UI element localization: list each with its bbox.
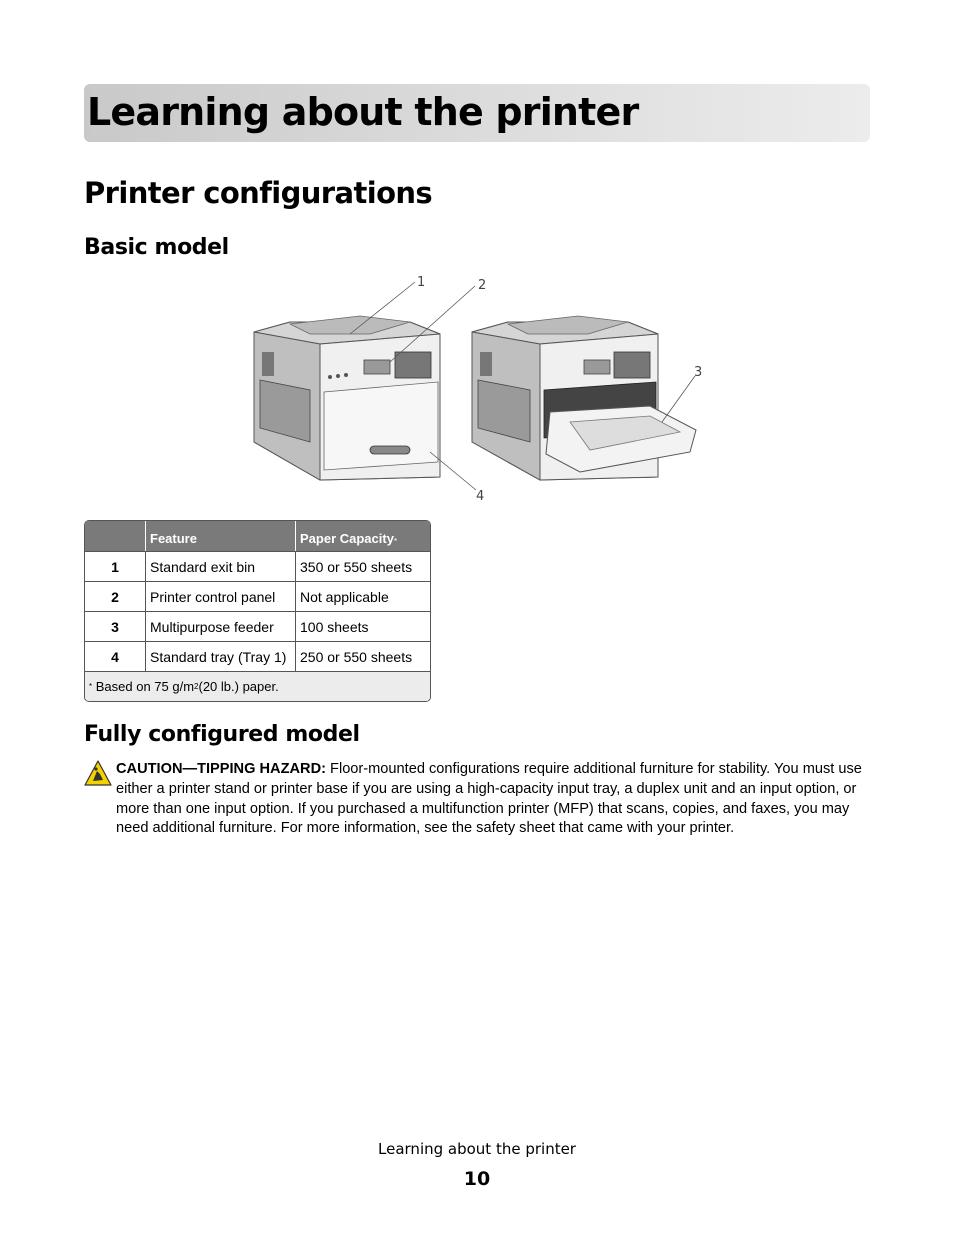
- printer-illustration: [250, 272, 710, 504]
- printer-open-feeder-image: [472, 316, 696, 480]
- row-feature: Printer control panel: [145, 582, 295, 611]
- callout-3: 3: [694, 365, 703, 380]
- header-feature: Feature: [145, 521, 295, 551]
- table-row: [85, 641, 430, 671]
- footer-chapter-label: Learning about the printer: [378, 1140, 576, 1158]
- row-number: 1: [111, 558, 119, 575]
- table-row: [85, 551, 430, 581]
- feature-table: [84, 520, 431, 702]
- row-number: 3: [111, 618, 119, 635]
- header-paper-capacity: Paper Capacity *: [295, 521, 430, 551]
- row-number: 2: [111, 588, 119, 605]
- warning-triangle-icon: [84, 760, 112, 786]
- row-capacity: 350 or 550 sheets: [295, 552, 430, 581]
- callout-4: 4: [476, 489, 485, 504]
- table-header-row: [85, 521, 430, 551]
- fully-configured-heading: Fully configured model: [84, 722, 360, 747]
- callout-2: 2: [478, 278, 487, 293]
- footnote-marker: *: [393, 537, 398, 546]
- row-feature: Standard exit bin: [145, 552, 295, 581]
- table-row: [85, 611, 430, 641]
- row-capacity: 100 sheets: [295, 612, 430, 641]
- printer-closed-image: [254, 316, 440, 480]
- table-footnote-row: [85, 671, 430, 701]
- caution-paragraph: [116, 760, 876, 839]
- section-title: Printer configurations: [84, 176, 433, 210]
- header-number: [85, 521, 145, 551]
- row-capacity: 250 or 550 sheets: [295, 642, 430, 671]
- row-feature: Standard tray (Tray 1): [145, 642, 295, 671]
- basic-model-heading: Basic model: [84, 235, 229, 260]
- page-number: 10: [463, 1168, 491, 1190]
- row-capacity: Not applicable: [295, 582, 430, 611]
- row-feature: Multipurpose feeder: [145, 612, 295, 641]
- callout-1: 1: [417, 275, 426, 290]
- caution-label: CAUTION—TIPPING HAZARD:: [116, 761, 326, 777]
- table-footnote: * Based on 75 g/m 2 (20 lb.) paper.: [89, 679, 279, 694]
- table-row: [85, 581, 430, 611]
- row-number: 4: [111, 648, 119, 665]
- chapter-title: Learning about the printer: [87, 90, 639, 134]
- caution-body: Floor-mounted configurations require additional furniture for stability. You must use either a printer stand or printer base if you are using a high-capacity input tray, a duplex unit and an input option, or more than one input option. If you purchased a multifunction printer (MFP) that scans, copies, and faxes, you may need additional furniture. For more information, see the safety sheet that came with your printer.: [116, 761, 862, 837]
